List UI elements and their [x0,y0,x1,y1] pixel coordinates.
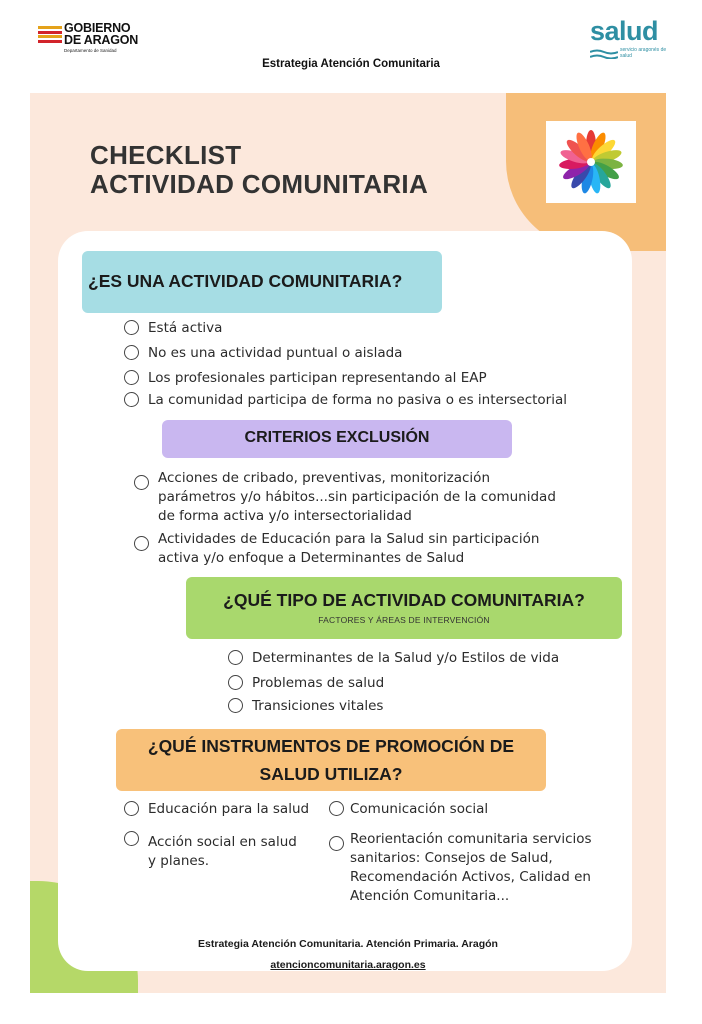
checklist-item[interactable] [148,319,222,338]
radio-circle-icon[interactable] [124,831,139,846]
item-label: No es una actividad puntual o aislada [148,345,403,361]
item-label-line: parámetros y/o hábitos...sin participación de la comunidad [158,489,556,505]
salud-logo-sub: servicio aragonés de salud [620,47,667,59]
salud-logo-word: salud [590,16,659,46]
radio-circle-icon[interactable] [228,698,243,713]
item-label-line: Acción social en salud [148,834,297,850]
item-label-line: activa y/o enfoque a Determinantes de Salud [158,550,465,566]
checklist-item[interactable] [148,800,309,819]
checklist-poster [30,93,666,993]
item-label: Comunicación social [350,801,489,817]
item-label-line: Recomendación Activos, Calidad en [350,869,591,885]
checklist-item[interactable] [252,697,383,716]
checklist-item[interactable] [158,530,539,568]
gobierno-aragon-logo [38,22,148,58]
section1-banner [82,251,442,313]
item-label-line: Reorientación comunitaria servicios [350,831,592,847]
radio-circle-icon[interactable] [124,345,139,360]
item-label-line: y planes. [148,853,210,869]
section3-banner [186,577,622,639]
item-label: Determinantes de la Salud y/o Estilos de vida [252,650,560,666]
section2-heading: CRITERIOS EXCLUSIÓN [244,429,430,446]
section1-heading: ¿ES UNA ACTIVIDAD COMUNITARIA? [88,271,403,291]
item-label: Está activa [148,320,223,336]
radio-circle-icon[interactable] [124,801,139,816]
item-label-line: de forma activa y/o intersectorialidad [158,508,412,524]
gov-logo-line1: GOBIERNO [64,21,131,35]
radio-circle-icon[interactable] [124,370,139,385]
section4-banner [116,729,546,791]
radio-circle-icon[interactable] [228,650,243,665]
radio-circle-icon[interactable] [124,392,139,407]
poster-title-line1: CHECKLIST [90,140,242,170]
poster-title [90,141,428,199]
item-label: Transiciones vitales [252,698,384,714]
checklist-item[interactable] [148,369,487,388]
gov-logo-dept: Departamento de Sanidad [64,48,117,53]
item-label-line: Atención Comunitaria... [350,888,510,904]
item-label: La comunidad participa de forma no pasiva o es intersectorial [148,392,567,408]
radio-circle-icon[interactable] [329,801,344,816]
radio-circle-icon[interactable] [228,675,243,690]
radio-circle-icon[interactable] [134,475,149,490]
section4-heading-line2: SALUD UTILIZA? [259,764,403,784]
checklist-item[interactable] [148,344,402,363]
section4-heading-line1: ¿QUÉ INSTRUMENTOS DE PROMOCIÓN DE [147,736,515,756]
checklist-item[interactable] [252,674,384,693]
section2-banner [162,420,512,458]
aragon-flag-icon [38,26,62,44]
gov-logo-line2: DE ARAGON [64,33,139,47]
footer-credit: Estrategia Atención Comunitaria. Atención Primaria. Aragón [198,938,498,950]
checklist-item[interactable] [350,800,488,819]
document-title: Estrategia Atención Comunitaria [262,58,440,70]
radio-circle-icon[interactable] [124,320,139,335]
radio-circle-icon[interactable] [329,836,344,851]
poster-title-line2: ACTIVIDAD COMUNITARIA [90,169,429,199]
checklist-item[interactable] [252,649,559,668]
salud-logo [590,16,670,60]
checklist-item[interactable] [148,833,297,871]
item-label-line: sanitarios: Consejos de Salud, [350,850,553,866]
item-label-line: Acciones de cribado, preventivas, monitorización [158,470,491,486]
item-label: Educación para la salud [148,801,310,817]
checklist-item[interactable] [148,391,567,410]
section3-heading: ¿QUÉ TIPO DE ACTIVIDAD COMUNITARIA? [223,590,585,610]
item-label: Problemas de salud [252,675,385,691]
checklist-item[interactable] [350,830,592,906]
item-label: Los profesionales participan representando al EAP [148,370,487,386]
footer-website-link[interactable]: atencioncomunitaria.aragon.es [270,959,426,971]
checklist-item[interactable] [158,469,556,526]
section3-subheading: FACTORES Y ÁREAS DE INTERVENCIÓN [318,615,490,625]
gov-logo-name [64,22,138,46]
radio-circle-icon[interactable] [134,536,149,551]
rainbow-flower-icon [546,121,636,203]
item-label-line: Actividades de Educación para la Salud sin participación [158,531,540,547]
